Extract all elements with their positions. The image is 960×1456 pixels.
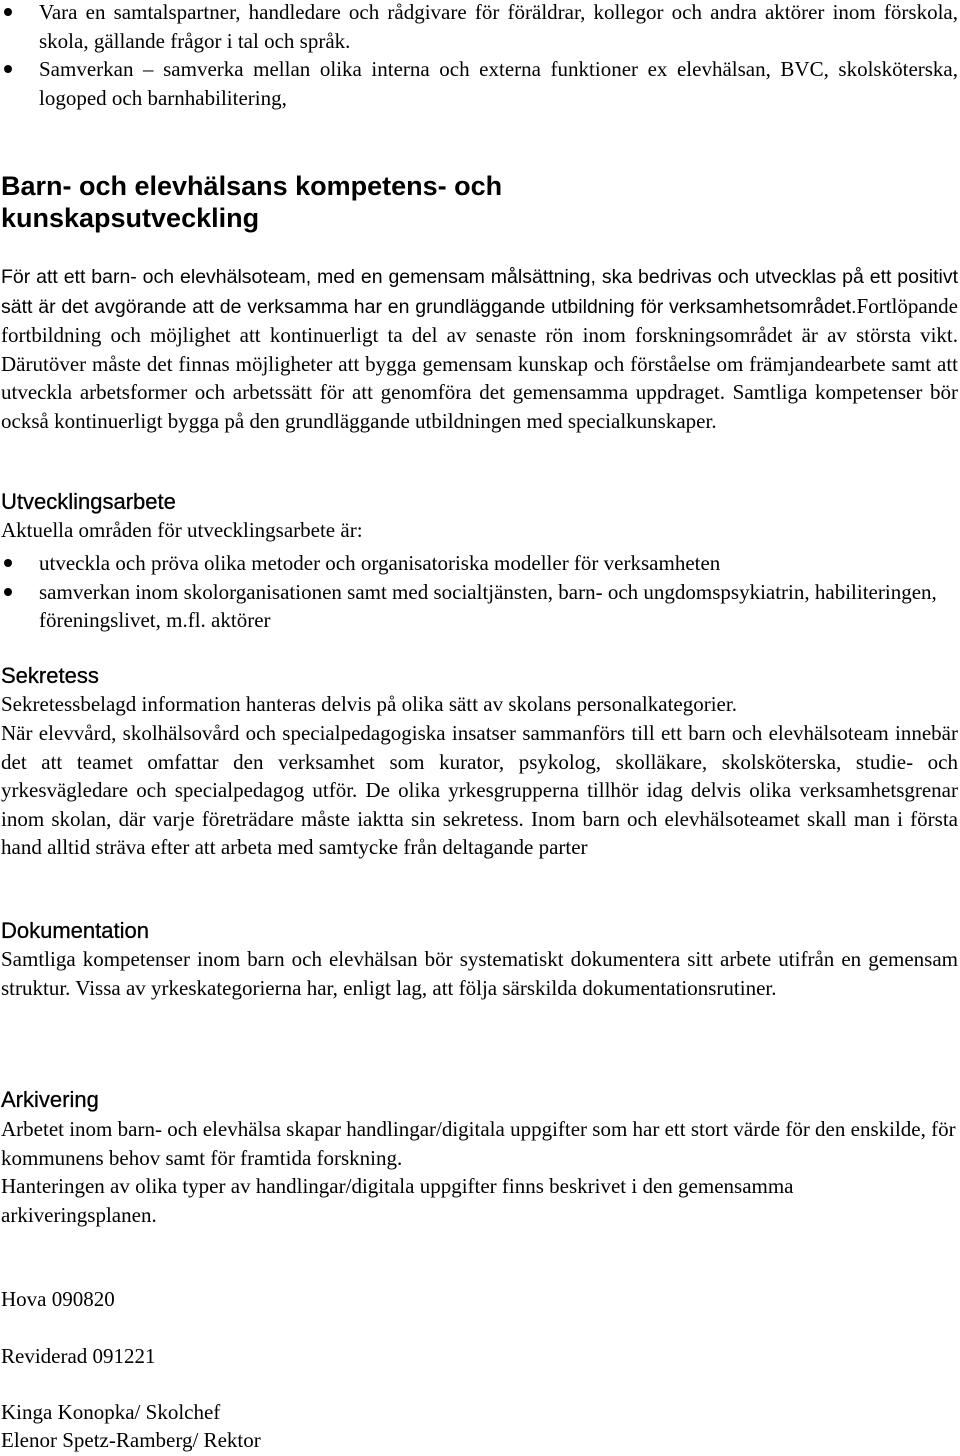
development-bullet-list (1, 549, 958, 635)
archiving-paragraph-2: Hanteringen av olika typer av handlingar/digitala uppgifter finns beskrivet i den gemensamma arkiveringsplanen. (1, 1174, 794, 1227)
documentation-paragraph: Samtliga kompetenser inom barn och elevhälsan bör systematiskt dokumentera sitt arbete utifrån en gemensam struktur. Vissa av yrkeskategorierna har, enligt lag, att följa särskilda dokumentationsrutiner. (1, 947, 958, 1000)
list-item-text: utveckla och pröva olika metoder och organisatoriska modeller för verksamheten (39, 551, 721, 575)
section-heading-archiving: Arkivering (1, 1087, 99, 1112)
secrecy-line: Sekretessbelagd information hanteras delvis på olika sätt av skolans personalkategorier. (1, 692, 737, 716)
section-heading-secrecy: Sekretess (1, 663, 99, 688)
intro-bullet-list (1, 0, 958, 112)
list-item (1, 0, 958, 55)
section-heading-competence: Barn- och elevhälsans kompetens- och kunskapsutveckling (1, 171, 503, 233)
list-item (1, 549, 958, 578)
secrecy-paragraph: När elevvård, skolhälsovård och specialpedagogiska insatser sammanförs till ett barn och elevhälsoteam innebär det att teamet omfattar den verksamhet som kurator, psykolog, skolläkare, skolsköterska, studie- och yrkesvägledare och specialpedagog utför. De olika yrkesgrupperna tillhör idag delvis olika verksamhetsgrenar inom skolan, där varje företrädare måste iaktta sin sekretess. Inom barn och elevhälsoteamet skall man i första hand alltid sträva efter att arbeta med samtycke från deltagande parter (1, 721, 958, 859)
section-heading-development: Utvecklingsarbete (1, 489, 176, 514)
list-item (1, 578, 958, 635)
list-item-text: Samverkan – samverka mellan olika interna och externa funktioner ex elevhälsan, BVC, skolsköterska, logoped och barnhabilitering, (39, 57, 958, 110)
development-intro: Aktuella områden för utvecklingsarbete är: (1, 518, 363, 542)
competence-paragraph (1, 262, 958, 435)
footer-date: Hova 090820 (1, 1287, 115, 1311)
competence-text-sans: För att ett barn- och elevhälsoteam, med en gemensam målsättning, ska bedrivas och utvecklas på ett positivt sätt är det avgörande att de verksamma har en grundläggande utbildning för verksamhetsområdet. (1, 266, 958, 318)
competence-text-serif: Fortlöpande fortbildning och möjlighet att kontinuerligt ta del av senaste rön inom forskningsområdet är av största vikt. Därutöver måste det finnas möjligheter att bygga gemensam kunskap och förståelse om främjandearbete samt att utveckla arbetsformer och arbetssätt för att genomföra det gemensamma uppdraget. Samtliga kompetenser bör också kontinuerligt bygga på den grundläggande utbildningen med specialkunskaper. (1, 293, 958, 433)
signature-line-2: Elenor Spetz-Ramberg/ Rektor (1, 1428, 261, 1452)
list-item-text: Vara en samtalspartner, handledare och rådgivare för föräldrar, kollegor och andra aktörer inom förskola, skola, gällande frågor i tal och språk. (39, 0, 958, 53)
list-item-text: samverkan inom skolorganisationen samt med socialtjänsten, barn- och ungdomspsykiatrin, habiliteringen, föreningslivet, m.fl. aktörer (39, 579, 937, 632)
list-item (1, 55, 958, 112)
signature-line-1: Kinga Konopka/ Skolchef (1, 1400, 221, 1424)
section-heading-documentation: Dokumentation (1, 918, 149, 943)
footer-revised: Reviderad 091221 (1, 1344, 156, 1368)
archiving-paragraph-1: Arbetet inom barn- och elevhälsa skapar handlingar/digitala uppgifter som har ett stort värde för den enskilde, för kommunens behov samt för framtida forskning. (1, 1117, 956, 1170)
